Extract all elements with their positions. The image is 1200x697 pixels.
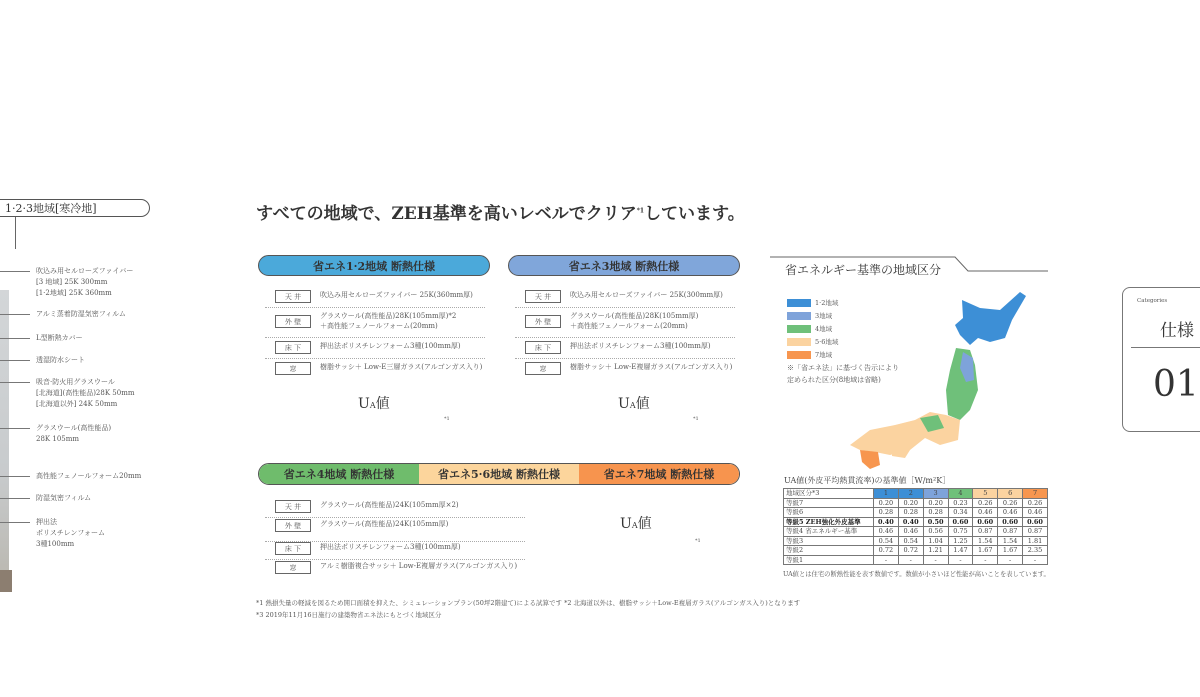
spec-row-text: 樹脂サッシ＋ Low-E複層ガラス(アルゴンガス入り) bbox=[570, 363, 733, 371]
category-label: Categories bbox=[1137, 298, 1168, 304]
table-cell: 0.50 bbox=[923, 517, 948, 527]
spec1-title: 省エネ1·2地域 断熱仕様 bbox=[313, 259, 435, 273]
spec-row-label: 外 壁 bbox=[525, 315, 561, 328]
legend-item bbox=[787, 350, 832, 359]
table-cell: 0.40 bbox=[898, 517, 923, 527]
row-divider bbox=[515, 358, 735, 359]
table-row bbox=[784, 508, 1048, 518]
table-cell: 0.54 bbox=[898, 536, 923, 546]
layer-label: 吹込み用セルローズファイバー bbox=[36, 267, 134, 275]
row-divider bbox=[265, 358, 485, 359]
table-cell: 0.26 bbox=[973, 498, 998, 508]
table-cell: 0.23 bbox=[948, 498, 973, 508]
footnote-2: *3 2019年11月16日施行の建築物省エネ法にもとづく地域区分 bbox=[256, 611, 442, 619]
ua-suffix: 値 bbox=[635, 396, 650, 412]
legend-label: 4地域 bbox=[815, 325, 833, 333]
spec3-title-56: 省エネ5·6地域 断熱仕様 bbox=[438, 468, 560, 481]
table-row bbox=[784, 546, 1048, 556]
spec-row-text: 吹込み用セルローズファイバー 25K(360mm厚) bbox=[320, 291, 473, 299]
ua-sub: A bbox=[629, 401, 636, 410]
table-cell: 1.47 bbox=[948, 546, 973, 556]
japan-region-map bbox=[830, 280, 1050, 470]
ua-u: U bbox=[358, 396, 370, 412]
row-divider bbox=[515, 337, 735, 338]
category-title: 仕様 bbox=[1160, 321, 1194, 341]
row-divider bbox=[265, 559, 525, 560]
table-cell: - bbox=[898, 555, 923, 565]
ua-table bbox=[783, 488, 1048, 565]
table-cell: 0.60 bbox=[973, 517, 998, 527]
layer-label: [1·2地域] 25K 360mm bbox=[36, 289, 112, 297]
table-cell: - bbox=[998, 555, 1023, 565]
table-cell: 0.56 bbox=[923, 527, 948, 537]
spec-row-label: 床 下 bbox=[275, 341, 311, 354]
spec-row-text: 押出法ポリスチレンフォーム3種(100mm厚) bbox=[570, 342, 711, 350]
map-note-1: ※「省エネ法」に基づく告示により bbox=[787, 364, 899, 372]
layer-leader-line bbox=[0, 476, 30, 477]
spec3-title-4: 省エネ4地域 断熱仕様 bbox=[283, 468, 395, 481]
spec3-seg-56 bbox=[419, 464, 579, 484]
table-zone-header: 3 bbox=[923, 489, 948, 499]
region-pill bbox=[0, 199, 150, 217]
spec2-title: 省エネ3地域 断熱仕様 bbox=[568, 259, 680, 273]
layer-label: ポリスチレンフォーム bbox=[36, 529, 106, 537]
table-cell: - bbox=[874, 555, 899, 565]
table-cell: 1.54 bbox=[973, 536, 998, 546]
table-cell: 0.46 bbox=[998, 508, 1023, 518]
table-cell: 0.28 bbox=[898, 508, 923, 518]
spec-row-text: ＋高性能フェノールフォーム(20mm) bbox=[570, 322, 688, 330]
legend-item bbox=[787, 311, 832, 320]
table-cell: - bbox=[948, 555, 973, 565]
region-pill-label: 1·2·3地域[寒冷地] bbox=[5, 202, 97, 215]
category-divider bbox=[1131, 347, 1200, 348]
spec-row-text: 押出法ポリスチレンフォーム3種(100mm厚) bbox=[320, 543, 461, 551]
layer-label: [3 地域] 25K 300mm bbox=[36, 278, 108, 286]
table-zone-header: 7 bbox=[1023, 489, 1048, 499]
layer-label: 防湿気密フィルム bbox=[36, 494, 92, 502]
table-zone-header: 5 bbox=[973, 489, 998, 499]
layer-leader-line bbox=[0, 271, 30, 272]
table-cell: 0.28 bbox=[923, 508, 948, 518]
layer-label: [北海道以外] 24K 50mm bbox=[36, 400, 118, 408]
table-row-label: 等級4 省エネルギー基準 bbox=[784, 527, 874, 537]
table-cell: 0.46 bbox=[1023, 508, 1048, 518]
layer-label: L型断熱カバー bbox=[36, 334, 83, 342]
ua-sub: A bbox=[369, 401, 376, 410]
spec-row-label: 外 壁 bbox=[275, 519, 311, 532]
table-cell: 1.67 bbox=[973, 546, 998, 556]
legend-swatch bbox=[787, 338, 811, 346]
table-cell: - bbox=[973, 555, 998, 565]
table-cell: 0.87 bbox=[1023, 527, 1048, 537]
legend-label: 3地域 bbox=[815, 312, 833, 320]
table-cell: 0.40 bbox=[874, 517, 899, 527]
category-number: 01 bbox=[1153, 364, 1199, 405]
spec-row-text: グラスウール(高性能品)28K(105mm厚)*2 bbox=[320, 312, 457, 320]
table-cell: 1.04 bbox=[923, 536, 948, 546]
table-cell: 0.20 bbox=[923, 498, 948, 508]
table-cell: 0.72 bbox=[898, 546, 923, 556]
table-cell: - bbox=[1023, 555, 1048, 565]
table-row-label: 等級1 bbox=[784, 555, 874, 565]
spec3-ua-label bbox=[620, 513, 652, 533]
layer-leader-line bbox=[0, 338, 30, 339]
table-cell: 0.87 bbox=[973, 527, 998, 537]
ua-u: U bbox=[620, 516, 632, 532]
table-cell: 0.46 bbox=[898, 527, 923, 537]
table-row-label: 等級3 bbox=[784, 536, 874, 546]
layer-leader-line bbox=[0, 314, 30, 315]
table-cell: 0.46 bbox=[973, 508, 998, 518]
spec3-seg-4 bbox=[259, 464, 419, 484]
spec-row-text: 樹脂サッシ＋ Low-E三層ガラス(アルゴンガス入り) bbox=[320, 363, 483, 371]
table-row-label: 等級7 bbox=[784, 498, 874, 508]
legend-label: 7地域 bbox=[815, 351, 833, 359]
spec-row-label: 床 下 bbox=[275, 542, 311, 555]
layer-leader-line bbox=[0, 360, 30, 361]
spec-row-label: 天 井 bbox=[275, 290, 311, 303]
spec-row-text: グラスウール(高性能品)24K(105mm厚) bbox=[320, 520, 449, 528]
table-row bbox=[784, 536, 1048, 546]
layer-label: 吸音·防火用グラスウール bbox=[36, 378, 115, 386]
table-cell: 0.26 bbox=[1023, 498, 1048, 508]
legend-swatch bbox=[787, 299, 811, 307]
headline-tail: しています。 bbox=[644, 204, 745, 224]
spec2-header bbox=[508, 255, 740, 276]
footnote-1: *1 熱損失量の軽減を図るため開口面積を抑えた、シミュレーションプラン(50坪2階建て)による試算です *2 北海道以外は、樹脂サッシ＋Low-E複層ガラス(アルゴンガス入り)となります bbox=[256, 599, 801, 607]
table-row-label: 等級6 bbox=[784, 508, 874, 518]
table-cell: 1.81 bbox=[1023, 536, 1048, 546]
table-cell: 0.26 bbox=[998, 498, 1023, 508]
spec2-note: *1 bbox=[693, 416, 699, 422]
table-row-label: 等級2 bbox=[784, 546, 874, 556]
spec1-note: *1 bbox=[444, 416, 450, 422]
layer-leader-line bbox=[0, 522, 30, 523]
wall-base-illustration bbox=[0, 570, 12, 592]
row-divider bbox=[265, 337, 485, 338]
layer-leader-line bbox=[0, 382, 30, 383]
category-card bbox=[1122, 287, 1200, 432]
table-cell: 1.54 bbox=[998, 536, 1023, 546]
layer-label: アルミ蒸着防湿気密フィルム bbox=[36, 310, 126, 318]
layer-label: 透湿防水シート bbox=[36, 356, 85, 364]
table-cell: 1.25 bbox=[948, 536, 973, 546]
spec3-seg-7 bbox=[579, 464, 739, 484]
table-row bbox=[784, 498, 1048, 508]
spec-row-label: 窓 bbox=[275, 362, 311, 375]
legend-label: 5·6地域 bbox=[815, 338, 839, 346]
spec2-ua-label bbox=[618, 393, 650, 413]
spec-row-text: グラスウール(高性能品)28K(105mm厚) bbox=[570, 312, 699, 320]
table-cell: 0.60 bbox=[1023, 517, 1048, 527]
spec-row-label: 窓 bbox=[525, 362, 561, 375]
table-cell: 0.34 bbox=[948, 508, 973, 518]
ua-suffix: 値 bbox=[375, 396, 390, 412]
table-cell: 1.67 bbox=[998, 546, 1023, 556]
table-cell: 0.54 bbox=[874, 536, 899, 546]
ua-table-title: UA値(外皮平均熱貫流率)の基準値［W/m²K］ bbox=[784, 476, 951, 485]
legend-item bbox=[787, 324, 832, 333]
legend-label: 1·2地域 bbox=[815, 299, 839, 307]
wall-section-illustration bbox=[0, 290, 9, 590]
headline bbox=[256, 199, 745, 224]
layer-label: 3種100mm bbox=[36, 540, 75, 548]
layer-label: 高性能フェノールフォーム20mm bbox=[36, 472, 142, 480]
table-cell: 0.46 bbox=[874, 527, 899, 537]
table-cell: 0.20 bbox=[898, 498, 923, 508]
layer-label: グラスウール(高性能品) bbox=[36, 424, 112, 432]
table-zone-header: 2 bbox=[898, 489, 923, 499]
spec-row-text: グラスウール(高性能品)24K(105mm厚×2) bbox=[320, 501, 459, 509]
table-cell: 0.60 bbox=[948, 517, 973, 527]
row-divider bbox=[515, 307, 735, 308]
spec-row-label: 天 井 bbox=[525, 290, 561, 303]
ua-sub: A bbox=[631, 521, 638, 530]
table-header-zone: 地域区分*3 bbox=[784, 489, 874, 499]
table-row bbox=[784, 555, 1048, 565]
ua-u: U bbox=[618, 396, 630, 412]
spec-row-text: 吹込み用セルローズファイバー 25K(300mm厚) bbox=[570, 291, 723, 299]
spec3-note: *1 bbox=[695, 538, 701, 544]
map-title: 省エネルギー基準の地域区分 bbox=[785, 263, 942, 277]
table-zone-header: 1 bbox=[874, 489, 899, 499]
spec-row-text: ＋高性能フェノールフォーム(20mm) bbox=[320, 322, 438, 330]
layer-leader-line bbox=[0, 428, 30, 429]
connector-line bbox=[15, 217, 16, 249]
ua-suffix: 値 bbox=[637, 516, 652, 532]
layer-label: 押出法 bbox=[36, 518, 57, 526]
layer-label: 28K 105mm bbox=[36, 435, 79, 443]
legend-swatch bbox=[787, 325, 811, 333]
layer-label: [北海道](高性能品)28K 50mm bbox=[36, 389, 135, 397]
spec1-ua-label bbox=[358, 393, 390, 413]
headline-note: *1 bbox=[636, 207, 645, 215]
table-cell: 2.35 bbox=[1023, 546, 1048, 556]
legend-swatch bbox=[787, 351, 811, 359]
layer-leader-line bbox=[0, 498, 30, 499]
row-divider bbox=[265, 307, 485, 308]
spec3-title-7: 省エネ7地域 断熱仕様 bbox=[603, 468, 715, 481]
legend-swatch bbox=[787, 312, 811, 320]
spec-row-label: 天 井 bbox=[275, 500, 311, 513]
table-cell: 0.75 bbox=[948, 527, 973, 537]
table-cell: - bbox=[923, 555, 948, 565]
table-cell: 1.21 bbox=[923, 546, 948, 556]
table-cell: 0.60 bbox=[998, 517, 1023, 527]
ua-table-note: UA値とは住宅の断熱性能を表す数値です。数値が小さいほど性能が高いことを表しています。 bbox=[783, 571, 1050, 578]
spec-row-label: 窓 bbox=[275, 561, 311, 574]
table-zone-header: 4 bbox=[948, 489, 973, 499]
spec3-header bbox=[258, 463, 740, 485]
spec-row-label: 外 壁 bbox=[275, 315, 311, 328]
spec1-header bbox=[258, 255, 490, 276]
spec-row-text: アルミ樹脂複合サッシ＋ Low-E複層ガラス(アルゴンガス入り) bbox=[320, 562, 518, 570]
map-note-2: 定められた区分(8地域は省略) bbox=[787, 376, 881, 384]
table-cell: 0.28 bbox=[874, 508, 899, 518]
table-row-label: 等級5 ZEH強化外皮基準 bbox=[784, 517, 874, 527]
table-zone-header: 6 bbox=[998, 489, 1023, 499]
headline-text: すべての地域で、ZEH基準を高いレベルでクリア bbox=[256, 204, 637, 224]
spec-row-label: 床 下 bbox=[525, 341, 561, 354]
table-cell: 0.20 bbox=[874, 498, 899, 508]
table-cell: 0.72 bbox=[874, 546, 899, 556]
table-cell: 0.87 bbox=[998, 527, 1023, 537]
table-row bbox=[784, 527, 1048, 537]
spec-row-text: 押出法ポリスチレンフォーム3種(100mm厚) bbox=[320, 342, 461, 350]
row-divider bbox=[265, 517, 525, 518]
table-row bbox=[784, 517, 1048, 527]
